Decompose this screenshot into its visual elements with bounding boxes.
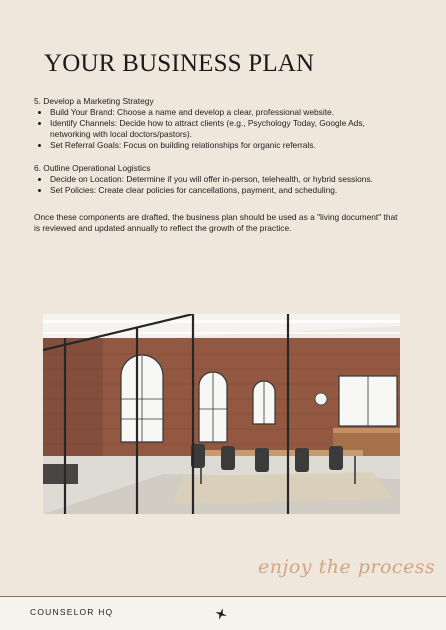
list-item: • Build Your Brand: Choose a name and develop a clear, professional website. (50, 107, 402, 118)
sparkle-star-icon (215, 607, 227, 625)
list-item: • Set Referral Goals: Focus on building relationships for organic referrals. (50, 140, 402, 151)
brand-name: COUNSELOR HQ (30, 607, 114, 617)
page-title: YOUR BUSINESS PLAN (44, 50, 315, 77)
section-operational-logistics (34, 163, 402, 196)
tagline-script: enjoy the process (258, 556, 436, 578)
list-item: • Identify Channels: Decide how to attract clients (e.g., Psychology Today, Google Ads, networking with local doctors/pastors). (50, 118, 402, 140)
bullet-list (34, 174, 402, 196)
footer-bar (0, 596, 446, 630)
closing-paragraph: Once these components are drafted, the business plan should be used as a "living document" that is reviewed and updated annually to reflect the growth of the practice. (34, 212, 398, 233)
section-heading: 5. Develop a Marketing Strategy (34, 96, 154, 106)
office-photo (43, 314, 400, 514)
list-item: • Set Policies: Create clear policies for cancellations, payment, and scheduling. (50, 185, 402, 196)
section-heading: 6. Outline Operational Logistics (34, 163, 151, 173)
section-marketing-strategy (34, 96, 402, 151)
list-item: • Decide on Location: Determine if you will offer in-person, telehealth, or hybrid sessions. (50, 174, 402, 185)
bullet-list (34, 107, 402, 151)
page-content (34, 96, 402, 242)
